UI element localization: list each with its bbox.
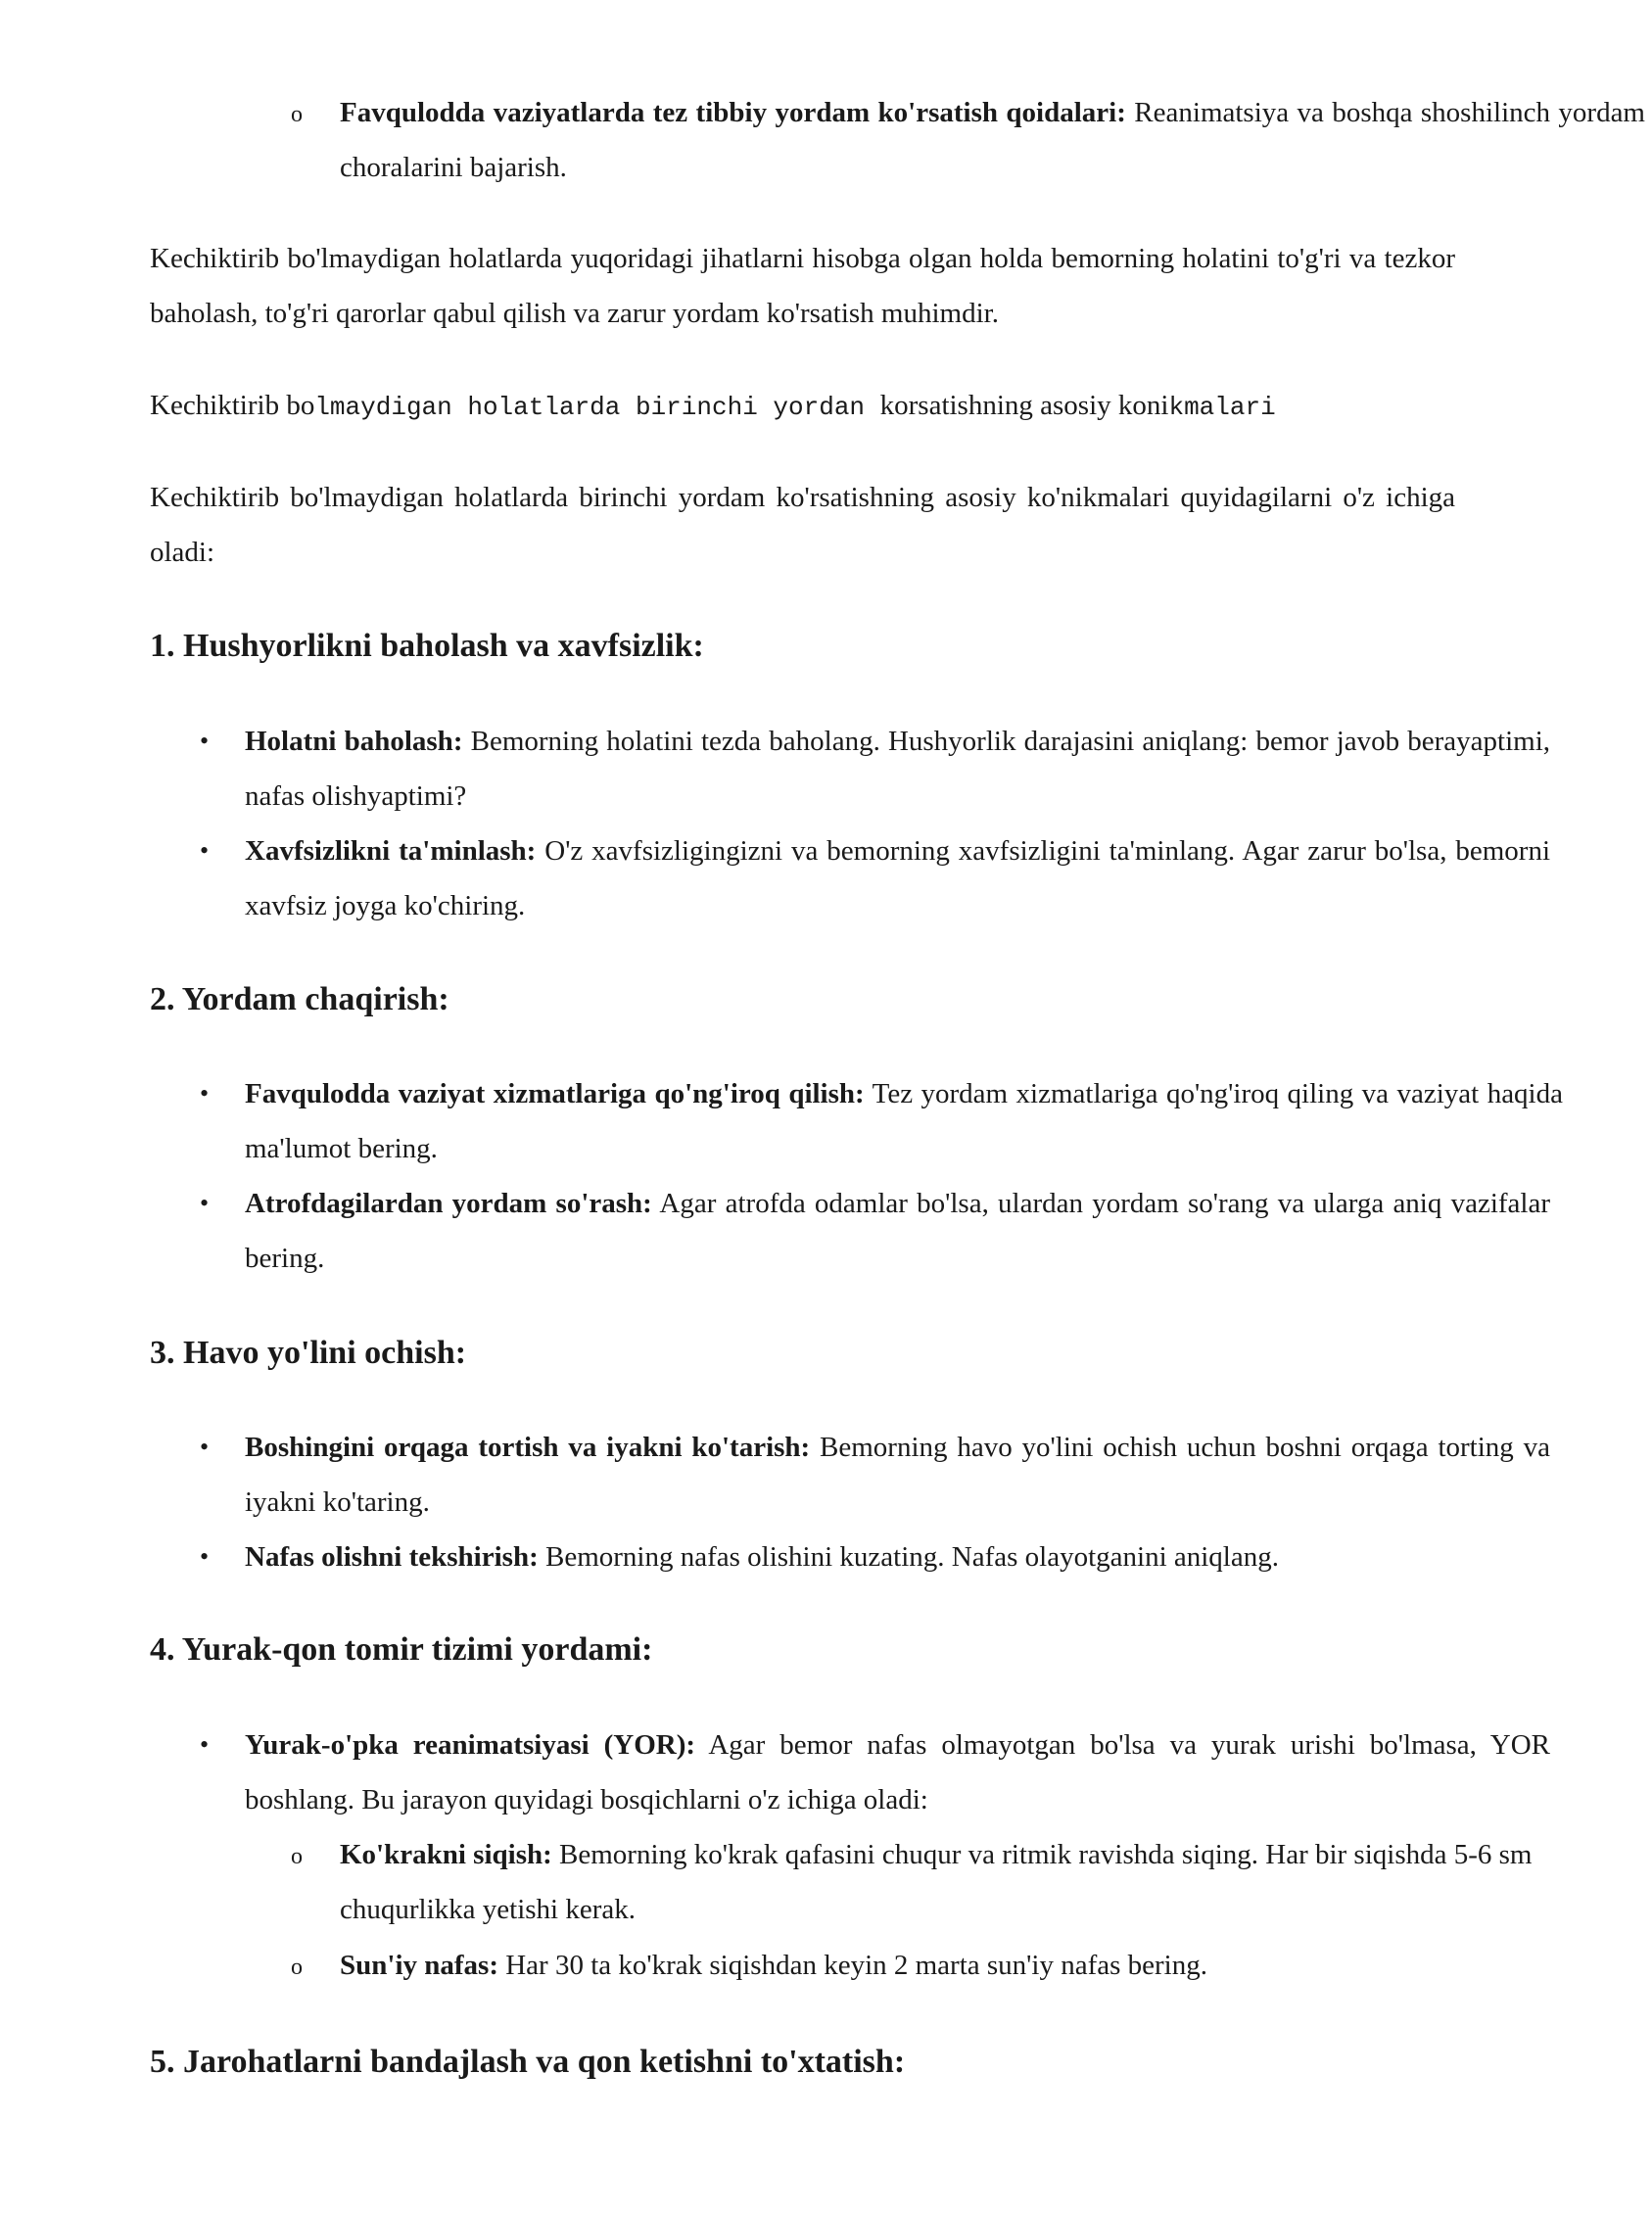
mixed-part-a: Kechiktirib bo [150, 390, 315, 421]
item-title: Xavfsizlikni ta'minlash: [245, 835, 537, 867]
sub-item-title: Ko'krakni siqish: [340, 1839, 552, 1870]
section-2-item-1 [150, 1066, 1563, 1176]
mixed-part-d: kmalari [1168, 393, 1276, 422]
section-4-sub-item-1 [150, 1827, 1652, 1937]
item-title: Boshingini orqaga tortish va iyakni ko'tarish: [245, 1432, 811, 1463]
mixed-part-b: lmaydigan holatlarda birinchi yordan [314, 393, 880, 422]
circle-bullet-icon: o [291, 102, 303, 127]
paragraph-2: Kechiktirib bo'lmaydigan holatlarda birinchi yordam ko'rsatishning asosiy ko'nikmalari quyidagilarni o'z ichiga oladi: [150, 482, 1455, 568]
section-1-heading: 1. Hushyorlikni baholash va xavfsizlik: [150, 628, 704, 664]
section-4-sub-item-2 [150, 1938, 1645, 1993]
bullet-icon: • [200, 836, 210, 865]
section-1-item-1 [150, 714, 1550, 824]
intro-item-title: Favqulodda vaziyatlarda tez tibbiy yordam ko'rsatish qoidalari: [340, 97, 1126, 128]
circle-bullet-icon: o [291, 1844, 303, 1869]
item-text: Bemorning havo yo'lini ochish uchun boshni orqaga torting va iyakni ko'taring. [245, 1432, 1550, 1518]
item-text: Bemorning holatini tezda baholang. Hushyorlik darajasini aniqlang: bemor javob berayaptimi, nafas olishyaptimi? [245, 726, 1551, 812]
item-text: Agar atrofda odamlar bo'lsa, ulardan yordam so'rang va ularga aniq vazifalar bering. [245, 1188, 1550, 1274]
intro-list-item [150, 85, 1645, 195]
bullet-icon: • [200, 727, 210, 755]
section-4-heading: 4. Yurak-qon tomir tizimi yordami: [150, 1631, 653, 1668]
bullet-icon: • [200, 1542, 210, 1571]
section-5-heading: 5. Jarohatlarni bandajlash va qon ketishni to'xtatish: [150, 2044, 906, 2080]
item-text: Agar bemor nafas olmayotgan bo'lsa va yurak urishi bo'lmasa, YOR boshlang. Bu jarayon quyidagi bosqichlarni o'z ichiga oladi: [245, 1729, 1550, 1815]
item-title: Atrofdagilardan yordam so'rash: [245, 1188, 652, 1219]
circle-bullet-icon: o [291, 1955, 303, 1980]
bullet-icon: • [200, 1730, 210, 1759]
section-4-item-1 [150, 1718, 1550, 1827]
item-text: O'z xavfsizligingizni va bemorning xavfsizligini ta'minlang. Agar zarur bo'lsa, bemorni xavfsiz joyga ko'chiring. [245, 835, 1550, 921]
mixed-part-c: korsatishning asosiy koni [879, 390, 1169, 421]
bullet-icon: • [200, 1189, 210, 1217]
bullet-icon: • [200, 1079, 210, 1108]
mixed-font-line [150, 378, 1455, 435]
section-1-item-2 [150, 824, 1550, 933]
item-text: Tez yordam xizmatlariga qo'ng'iroq qiling va vaziyat haqida ma'lumot bering. [245, 1078, 1563, 1164]
intro-item-text: Reanimatsiya va boshqa shoshilinch yordam choralarini bajarish. [340, 97, 1645, 183]
item-title: Yurak-o'pka reanimatsiyasi (YOR): [245, 1729, 696, 1761]
paragraph-1: Kechiktirib bo'lmaydigan holatlarda yuqoridagi jihatlarni hisobga olgan holda bemorning holatini to'g'ri va tezkor baholash, to'g'ri qarorlar qabul qilish va zarur yordam ko'rsatish muhimdir. [150, 243, 1455, 329]
item-title: Favqulodda vaziyat xizmatlariga qo'ng'iroq qilish: [245, 1078, 865, 1109]
section-2-item-2 [150, 1176, 1550, 1286]
section-3-heading: 3. Havo yo'lini ochish: [150, 1335, 467, 1371]
sub-item-title: Sun'iy nafas: [340, 1950, 498, 1981]
section-3-item-1 [150, 1420, 1550, 1530]
bullet-icon: • [200, 1433, 210, 1461]
item-text: Bemorning nafas olishini kuzating. Nafas olayotganini aniqlang. [538, 1541, 1279, 1573]
sub-item-text: Bemorning ko'krak qafasini chuqur va ritmik ravishda siqing. Har bir siqishda 5-6 sm chuqurlikka yetishi kerak. [340, 1839, 1533, 1925]
section-3-item-2 [150, 1530, 1550, 1584]
sub-item-text: Har 30 ta ko'krak siqishdan keyin 2 marta sun'iy nafas bering. [497, 1950, 1207, 1981]
item-title: Holatni baholash: [245, 726, 463, 757]
section-2-heading: 2. Yordam chaqirish: [150, 981, 449, 1017]
item-title: Nafas olishni tekshirish: [245, 1541, 539, 1573]
